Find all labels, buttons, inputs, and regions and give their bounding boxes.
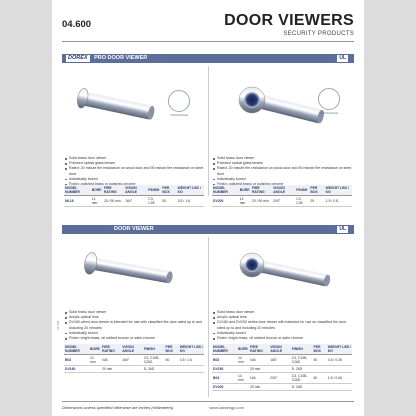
table-header-row xyxy=(64,185,204,196)
table-row xyxy=(212,355,352,366)
table-header-row xyxy=(64,344,204,355)
feature-item: Individually boxed xyxy=(64,331,204,336)
spec-table-dv200 xyxy=(212,185,352,207)
column-header: WEIGHT LBS / KG xyxy=(179,345,203,353)
product-image-dv180 xyxy=(212,237,352,305)
feature-item: Acrylic optical lens xyxy=(212,315,352,320)
feature-list-dv180 xyxy=(212,310,352,341)
feature-item: DV180 and DV200 series door viewer with intended for use on classified fire door rated up to and including 20 minutes xyxy=(212,320,352,330)
column-header: FIRE RATING xyxy=(251,185,272,196)
table-cell xyxy=(89,366,101,373)
table-cell: 29 xyxy=(309,196,324,207)
section-code: 04.600 xyxy=(62,19,92,30)
table-cell: 20 min xyxy=(249,384,269,391)
column-header: FINISH xyxy=(143,344,165,355)
column-header: FIRE RATING xyxy=(103,185,124,196)
column-header: VISION ANGLE xyxy=(124,185,147,196)
table-cell: D, 26D xyxy=(143,366,165,373)
side-code: 04-600 xyxy=(56,320,60,330)
table-cell: 14 mm xyxy=(237,373,249,384)
table-cell: 20 / 90 min xyxy=(251,196,272,207)
column-header: PER BOX xyxy=(313,344,327,355)
column-header: FIRE RATING xyxy=(249,344,269,355)
table-cell: 160° xyxy=(121,355,142,366)
column-header: WEIGHT LBS / KG xyxy=(325,185,352,196)
column-header: PER BOX xyxy=(309,185,324,196)
table-cell: 50 xyxy=(313,373,327,384)
model-number: B02 xyxy=(64,355,89,366)
feature-item: Individually boxed xyxy=(64,177,204,182)
model-number: B03 xyxy=(212,355,237,366)
table-cell: 20 min xyxy=(249,366,269,373)
section-title: PRO DOOR VIEWER xyxy=(94,55,148,61)
vision-angle-diagram xyxy=(318,88,340,110)
table-cell xyxy=(121,366,142,373)
table-cell xyxy=(269,366,290,373)
section-bar-pro-door-viewer xyxy=(62,54,354,63)
table-cell: 1.9 / 0.8 xyxy=(325,196,352,207)
table-row xyxy=(64,366,204,373)
table-cell xyxy=(237,384,249,391)
feature-item: Polished optical glass lenses xyxy=(64,161,204,166)
section-bar-door-viewer xyxy=(62,225,354,234)
column-header: VISION ANGLE xyxy=(272,185,295,196)
dimensions-note: Dimensions unless specified otherwise are inches (millimeters) xyxy=(62,405,174,410)
table-cell xyxy=(165,366,179,373)
table-cell: 1.5 / 0.66 xyxy=(327,373,352,384)
website-url[interactable]: www.canamgp.com xyxy=(209,405,244,410)
model-number: DV180 xyxy=(212,366,237,373)
table-cell: C3, C10B, C26D xyxy=(143,355,165,366)
column-header: VISION ANGLE xyxy=(121,344,142,355)
table-cell: 3.5 / 1.6 xyxy=(179,355,204,366)
table-cell xyxy=(313,366,327,373)
table-cell: 200° xyxy=(272,196,295,207)
table-cell: 0.8 / 0.35 xyxy=(327,355,352,366)
feature-item: Rated: 20 minute fire resistance on wood door and 90 minute fire resistance on steel door xyxy=(64,166,204,176)
table-header-row xyxy=(212,344,352,355)
table-cell: 12 mm xyxy=(91,196,103,207)
table-cell: 200° xyxy=(269,373,290,384)
column-header: BORE xyxy=(237,344,249,355)
table-cell: 3.5 / 1.6 xyxy=(177,196,204,207)
table-cell: 20 min xyxy=(101,366,121,373)
product-image-ml16 xyxy=(64,66,204,150)
column-header: MODEL NUMBER xyxy=(64,344,89,355)
vision-angle-diagram xyxy=(168,90,190,112)
column-header: FIRE RATING xyxy=(101,344,121,355)
feature-item: Finish: bright brass, oil rubbed bronze or satin chrome xyxy=(64,336,204,341)
feature-item: Solid brass door viewer xyxy=(212,310,352,315)
column-header: FINISH xyxy=(291,344,313,355)
model-number: ML16 xyxy=(64,196,91,207)
table-cell: D, 26D xyxy=(291,384,313,391)
table-cell xyxy=(327,366,352,373)
feature-item: Finish: bright brass, oil rubbed bronze or satin chrome xyxy=(212,336,352,341)
column-header: BORE xyxy=(89,344,101,355)
model-number: DV160 xyxy=(64,366,89,373)
table-cell: N/A xyxy=(249,355,269,366)
brand-logo: DOREX xyxy=(68,55,88,61)
table-cell xyxy=(237,366,249,373)
table-cell: N/A xyxy=(101,355,121,366)
table-cell: 50 xyxy=(165,355,179,366)
product-image-dv200 xyxy=(212,66,352,150)
feature-item: Solid brass door viewer xyxy=(212,156,352,161)
feature-item: Solid brass door viewer xyxy=(64,310,204,315)
column-divider xyxy=(208,66,209,196)
footer-divider xyxy=(62,401,354,402)
table-cell: 50 xyxy=(313,355,327,366)
feature-item: Polished optical glass lenses xyxy=(212,161,352,166)
table-cell: D, 26D xyxy=(291,366,313,373)
vision-angle-label: VISION ANGLE xyxy=(169,114,189,117)
feature-item: Individually boxed xyxy=(212,331,352,336)
table-cell: 180° xyxy=(269,355,290,366)
table-cell: 160° xyxy=(124,196,147,207)
column-header: WEIGHT LBS / KG xyxy=(177,185,204,196)
column-header: BORE xyxy=(239,185,251,196)
page-subtitle: SECURITY PRODUCTS xyxy=(283,31,354,37)
table-cell xyxy=(313,384,327,391)
column-header: MODEL NUMBER xyxy=(212,344,237,355)
table-cell: C3, C10B, C26D xyxy=(291,373,313,384)
model-number: B04 xyxy=(212,373,237,384)
table-cell xyxy=(179,366,204,373)
table-header-row xyxy=(212,185,352,196)
table-cell: C3, C26 xyxy=(147,196,161,207)
spec-table-dv180-dv200 xyxy=(212,344,352,391)
table-cell: 50 xyxy=(161,196,176,207)
product-image-dv160 xyxy=(64,237,204,305)
column-header: VISION ANGLE xyxy=(269,344,290,355)
column-header: MODEL NUMBER xyxy=(212,185,239,196)
table-cell xyxy=(327,384,352,391)
door-viewer-illustration xyxy=(64,237,204,305)
column-header: FINISH xyxy=(147,185,161,196)
feature-list-ml16 xyxy=(64,156,204,187)
spec-table-dv160 xyxy=(64,344,204,373)
feature-item: Acrylic optical lens xyxy=(64,315,204,320)
table-cell xyxy=(269,384,290,391)
table-cell: N/A xyxy=(249,373,269,384)
feature-list-dv200 xyxy=(212,156,352,187)
feature-item: Individually boxed xyxy=(212,177,352,182)
table-row xyxy=(212,373,352,384)
table-cell: 12 mm xyxy=(89,355,101,366)
header-divider xyxy=(62,41,354,42)
table-cell: 14 mm xyxy=(237,355,249,366)
table-cell: 14 mm xyxy=(239,196,251,207)
table-cell: C3, C26 xyxy=(295,196,309,207)
model-number: DV200 xyxy=(212,384,237,391)
column-divider xyxy=(208,237,209,397)
table-cell: C3, C10B, C26D xyxy=(291,355,313,366)
table-row xyxy=(64,196,204,207)
table-row xyxy=(212,366,352,373)
table-row xyxy=(212,196,352,207)
door-viewer-illustration xyxy=(212,237,352,305)
column-header: PER BOX xyxy=(161,185,176,196)
spec-table-ml16 xyxy=(64,185,204,207)
table-cell: 20 / 90 min xyxy=(103,196,124,207)
table-row xyxy=(212,384,352,391)
feature-item: DV160 wired door viewer is intended for use with classified fire door rated up to and including 20 minutes xyxy=(64,320,204,330)
feature-list-dv160 xyxy=(64,310,204,341)
table-row xyxy=(64,355,204,366)
model-number: DV200 xyxy=(212,196,239,207)
vision-angle-label: VISION ANGLE xyxy=(319,112,339,115)
column-header: FINISH xyxy=(295,185,309,196)
ul-listed-icon: UL xyxy=(339,226,346,232)
column-header: MODEL NUMBER xyxy=(64,185,91,196)
feature-item: Solid brass door viewer xyxy=(64,156,204,161)
column-header: PER BOX xyxy=(165,344,179,355)
feature-item: Rated: 20 minute fire resistance on wood door and 90 minute fire resistance on steel door xyxy=(212,166,352,176)
column-header: WEIGHT LBS / KG xyxy=(327,345,351,353)
column-header: BORE xyxy=(91,185,103,196)
page-title: DOOR VIEWERS xyxy=(224,12,354,29)
section-title: DOOR VIEWER xyxy=(114,226,154,232)
catalog-page xyxy=(52,0,364,416)
ul-listed-icon: UL xyxy=(339,55,346,61)
